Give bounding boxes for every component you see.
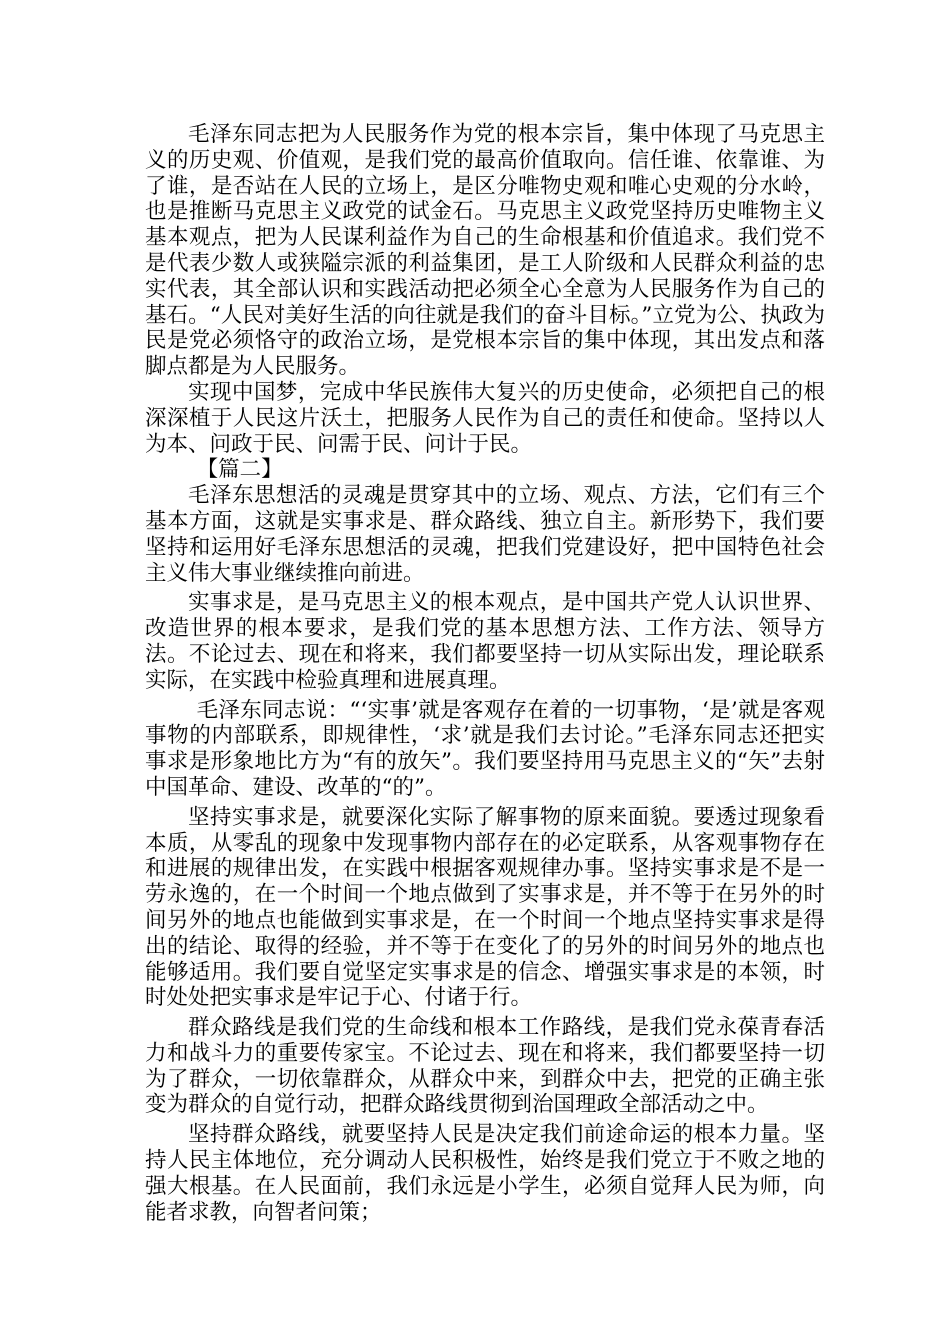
section-heading-part-two: 【篇二】 bbox=[196, 457, 283, 483]
paragraph-adhere-mass-line: 坚持群众路线，就要坚持人民是决定我们前途命运的根本力量。坚持人民主体地位，充分调动人民积极性，始终是我们党立于不败之地的强大根基。在人民面前，我们永远是小学生，必须自觉拜人民为师，向能者求教，向智者问策； bbox=[145, 1122, 825, 1225]
document-body bbox=[145, 122, 825, 1225]
paragraph-adhere-seek-truth: 坚持实事求是，就要深化实际了解事物的原来面貌。要透过现象看本质，从零乱的现象中发现事物内部存在的必定联系，从客观事物存在和进展的规律出发，在实践中根据客观规律办事。坚持实事求是不是一劳永逸的，在一个时间一个地点做到了实事求是，并不等于在另外的时间另外的地点也能做到实事求是，在一个时间一个地点坚持实事求是得出的结论、取得的经验，并不等于在变化了的另外的时间另外的地点也能够适用。我们要自觉坚定实事求是的信念、增强实事求是的本领，时时处处把实事求是牢记于心、付诸于行。 bbox=[145, 804, 825, 1011]
paragraph-chinese-dream: 实现中国梦，完成中华民族伟大复兴的历史使命，必须把自己的根深深植于人民这片沃土，把服务人民作为自己的责任和使命。坚持以人为本、问政于民、问需于民、问计于民。 bbox=[145, 379, 825, 457]
paragraph-living-soul: 毛泽东思想活的灵魂是贯穿其中的立场、观点、方法，它们有三个基本方面，这就是实事求是、群众路线、独立自主。新形势下，我们要坚持和运用好毛泽东思想活的灵魂，把我们党建设好，把中国特色社会主义伟大事业继续推向前进。 bbox=[145, 483, 825, 586]
paragraph-mao-quote: 毛泽东同志说：“‘实事’就是客观存在着的一切事物，‘是’就是客观事物的内部联系，即规律性，‘求’就是我们去讨论。”毛泽东同志还把实事求是形象地比方为“有的放矢”。我们要坚持用马克思主义的“矢”去射中国革命、建设、改革的“的”。 bbox=[145, 697, 825, 800]
paragraph-seek-truth: 实事求是，是马克思主义的根本观点，是中国共产党人认识世界、改造世界的根本要求，是我们党的基本思想方法、工作方法、领导方法。不论过去、现在和将来，我们都要坚持一切从实际出发，理论联系实际，在实践中检验真理和进展真理。 bbox=[145, 590, 825, 693]
paragraph-mass-line: 群众路线是我们党的生命线和根本工作路线，是我们党永葆青春活力和战斗力的重要传家宝。不论过去、现在和将来，我们都要坚持一切为了群众，一切依靠群众，从群众中来，到群众中去，把党的正确主张变为群众的自觉行动，把群众路线贯彻到治国理政全部活动之中。 bbox=[145, 1015, 825, 1118]
paragraph-service-purpose: 毛泽东同志把为人民服务作为党的根本宗旨，集中体现了马克思主义的历史观、价值观，是我们党的最高价值取向。信任谁、依靠谁、为了谁，是否站在人民的立场上，是区分唯物史观和唯心史观的分水岭，也是推断马克思主义政党的试金石。马克思主义政党坚持历史唯物主义基本观点，把为人民谋利益作为自己的生命根基和价值追求。我们党不是代表少数人或狭隘宗派的利益集团，是工人阶级和人民群众利益的忠实代表，其全部认识和实践活动把必须全心全意为人民服务作为自己的基石。“人民对美好生活的向往就是我们的奋斗目标。”立党为公、执政为民是党必须恪守的政治立场，是党根本宗旨的集中体现，其出发点和落脚点都是为人民服务。 bbox=[145, 122, 825, 380]
